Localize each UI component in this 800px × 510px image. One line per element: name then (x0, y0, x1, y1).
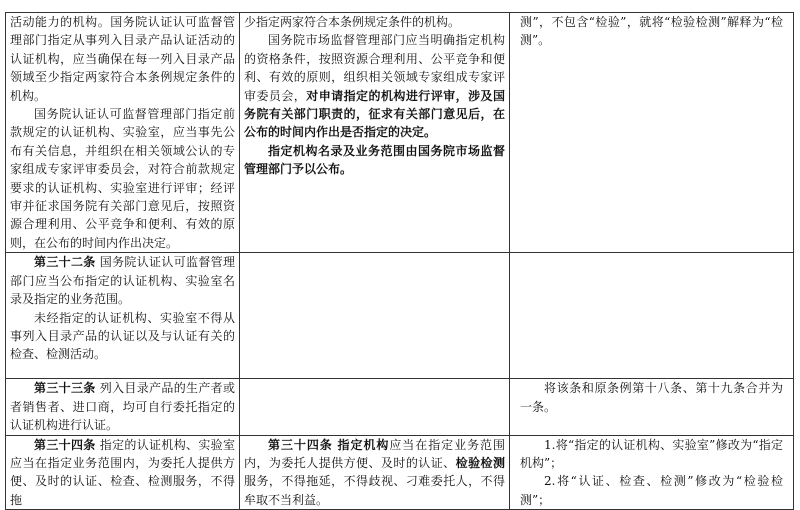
revised-text-cell (240, 379, 510, 435)
text: 服务，不得拖延，不得歧视、刁难委托人，不得牟取不当利益。 (244, 474, 505, 507)
original-text-cell (6, 379, 240, 435)
text: 少指定两家符合本条例规定条件的机构。 (244, 15, 461, 29)
cell-paragraph (244, 436, 505, 510)
original-text-cell (6, 13, 240, 253)
explanation-cell (510, 13, 794, 253)
explanation-cell (510, 435, 794, 510)
cell-paragraph (10, 379, 235, 434)
explanation-cell (510, 253, 794, 379)
revised-text-cell (240, 435, 510, 510)
text: 活动能力的机构。国务院认证认可监督管理部门指定从事列入目录产品认证活动的认证机构，应当确保在每一列入目录产品领域至少指定两家符合本条例规定条件的机构。 (10, 15, 235, 103)
bold-text: 对申请指定的机构进行评审，涉及国务院有关部门职责的，征求有关部门意见后，在公布的时间内作出是否指定的决定。 (244, 88, 505, 140)
text: 应当在指定业务范围内，为委托人提供方便、及时的认证、 (244, 437, 505, 470)
text: 未经指定的认证机构、实验室不得从事列入目录产品的认证以及与认证有关的检查、检测活动。 (10, 310, 235, 362)
text: 指定的认证机构、实验室应当在指定业务范围内，为委托人提供方便、及时的认证、检查、检测服务，不得拖 (10, 437, 235, 507)
bold-text: 第三十三条 (34, 381, 96, 396)
cell-paragraph (10, 309, 235, 364)
table-row (6, 13, 794, 253)
bold-text: 第三十四条 (34, 437, 96, 452)
cell-paragraph (244, 13, 505, 31)
text: 测”，不包含“检验”，就将“检验检测”解释为“检测”。 (520, 15, 783, 48)
bold-text: 指定机构名录及业务范围由国务院市场监督管理部门予以公布。 (244, 143, 505, 177)
bold-text: 第三十二条 (34, 255, 96, 270)
bold-text: 指定机构 (337, 437, 390, 452)
bold-text: 第三十四条 (268, 437, 333, 452)
cell-paragraph (244, 142, 505, 179)
cell-paragraph (244, 31, 505, 141)
cell-paragraph (520, 472, 783, 509)
revised-text-cell (240, 13, 510, 253)
text: 国务院市场监督管理部门应当明确指定机构的资格条件，按照资源合理利用、公平竞争和便利、有效的原则，组织相关领域专家组成专家评审委员会， (244, 33, 505, 103)
text: 将该条和原条例第十八条、第十九条合并为一条。 (520, 381, 783, 414)
cell-paragraph (520, 379, 783, 416)
cell-paragraph (10, 253, 235, 308)
cell-paragraph (10, 105, 235, 252)
cell-paragraph (520, 13, 783, 50)
text: 国务院认证认可监督管理部门应当公布指定的认证机构、实验室名录及指定的业务范围。 (10, 255, 235, 307)
cell-paragraph (10, 436, 235, 510)
bold-text: 检验检测 (455, 455, 505, 470)
original-text-cell (6, 253, 240, 379)
table-row (6, 253, 794, 379)
text: 国务院认证认可监督管理部门指定前款规定的认证机构、实验室，应当事先公布有关信息，并组织在相关领域公认的专家组成专家评审委员会，对符合前款规定要求的认证机构、实验室进行评审；经评审并征求国务院有关部门意见后，按照资源合理利用、公平竞争和便利、有效的原则，在公布的时间内作出决定。 (10, 107, 235, 250)
revised-text-cell (240, 253, 510, 379)
cell-paragraph (10, 13, 235, 105)
table-row (6, 379, 794, 435)
text: 2.将“认证、检查、检测”修改为“检验检测”； (520, 474, 783, 507)
text: 列入目录产品的生产者或者销售者、进口商，均可自行委托指定的认证机构进行认证。 (10, 381, 235, 433)
explanation-cell (510, 379, 794, 435)
regulation-comparison-table (5, 12, 794, 510)
text: 1.将“指定的认证机构、实验室”修改为“指定机构”； (520, 437, 783, 470)
table-row (6, 435, 794, 510)
original-text-cell (6, 435, 240, 510)
